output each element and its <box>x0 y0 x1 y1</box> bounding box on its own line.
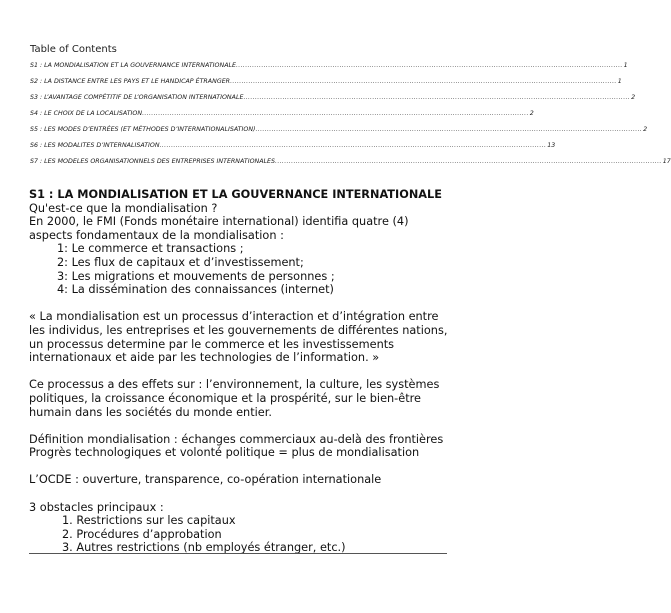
toc-entry[interactable] <box>30 158 671 168</box>
toc-entry-text: S2 : LA DISTANCE ENTRE LES PAYS ET LE HANDICAP ÉTRANGER <box>30 78 231 85</box>
page-divider <box>29 553 447 554</box>
toc-entry[interactable] <box>30 142 556 152</box>
toc-entry-page: 1 <box>623 62 628 69</box>
question-line: Qu'est-ce que la mondialisation ? <box>29 201 218 215</box>
definition-line: Définition mondialisation : échanges commerciaux au-delà des frontières <box>29 432 444 446</box>
toc-entry-text: S3 : L’AVANTAGE COMPÉTITIF DE L’ORGANISATION INTERNATIONALE <box>30 94 244 101</box>
ocde-line: L’OCDE : ouverture, transparence, co-opération internationale <box>29 473 382 487</box>
toc-entry-page: 13 <box>547 142 556 149</box>
toc-entry[interactable] <box>30 94 636 104</box>
toc-leader: ........................................................................................................................................................................ <box>159 142 547 149</box>
quote-paragraph: « La mondialisation est un processus d’interaction et d’intégration entre les individus, les entreprises et les gouvernements de différentes nations, un processus determine par le commerce et les investissements internationaux et aide par les technologies de l’information. » <box>29 310 448 365</box>
toc-leader: ........................................................................................................................................................................ <box>255 126 643 133</box>
obstacle-item: 2. Procédures d’approbation <box>62 527 222 541</box>
toc-entry-text: S1 : LA MONDIALISATION ET LA GOUVERNANCE INTERNATIONALE <box>30 62 236 69</box>
aspect-item: 2: Les flux de capitaux et d’investissement; <box>57 255 304 269</box>
toc-leader: ........................................................................................................................................................................ <box>243 94 631 101</box>
toc-entry-text: S4 : LE CHOIX DE LA LOCALISATION <box>30 110 143 117</box>
obstacle-item: 1. Restrictions sur les capitaux <box>62 514 236 528</box>
toc-leader: ........................................................................................................................................................................ <box>230 78 617 85</box>
toc-entry-text: S5 : LES MODES D’ENTRÉES (ET MÉTHODES D’INTERNATIONALISATION) <box>30 126 256 133</box>
obstacles-title: 3 obstacles principaux : <box>29 500 164 514</box>
toc-entry-text: S7 : LES MODELES ORGANISATIONNELS DES ENTREPRISES INTERNATIONALES <box>30 158 276 165</box>
toc-leader: ........................................................................................................................................................................ <box>142 110 529 117</box>
toc-entry-page: 17 <box>662 158 671 165</box>
toc-entry[interactable] <box>30 126 648 136</box>
toc-entry-page: 2 <box>631 94 636 101</box>
toc-entry[interactable] <box>30 78 622 88</box>
document-body <box>29 188 449 555</box>
intro-paragraph: En 2000, le FMI (Fonds monétaire international) identifia quatre (4) aspects fondamentaux de la mondialisation : <box>29 215 409 242</box>
aspect-item: 1: Le commerce et transactions ; <box>57 242 244 256</box>
aspect-item: 3: Les migrations et mouvements de personnes ; <box>57 269 335 283</box>
progress-line: Progrès technologiques et volonté politique = plus de mondialisation <box>29 446 420 460</box>
obstacle-item: 3. Autres restrictions (nb employés étranger, etc.) <box>62 541 346 555</box>
effects-paragraph: Ce processus a des effets sur : l’environnement, la culture, les systèmes politiques, la croissance économique et la prospérité, sur le bien-être humain dans les sociétés du monde entier. <box>29 378 440 419</box>
toc-entry[interactable] <box>30 62 628 72</box>
toc-leader: ........................................................................................................................................................................ <box>275 158 662 165</box>
aspect-item: 4: La dissémination des connaissances (internet) <box>57 283 334 297</box>
toc-leader: ........................................................................................................................................................................ <box>236 62 623 69</box>
toc-entry-page: 1 <box>617 78 622 85</box>
toc-entry-page: 2 <box>643 126 648 133</box>
toc-entry-page: 2 <box>529 110 534 117</box>
toc-title: Table of Contents <box>30 44 117 55</box>
toc-entry-text: S6 : LES MODALITES D’INTERNALISATION <box>30 142 160 149</box>
section-heading: S1 : LA MONDIALISATION ET LA GOUVERNANCE INTERNATIONALE <box>29 188 442 201</box>
toc-entry[interactable] <box>30 110 534 120</box>
